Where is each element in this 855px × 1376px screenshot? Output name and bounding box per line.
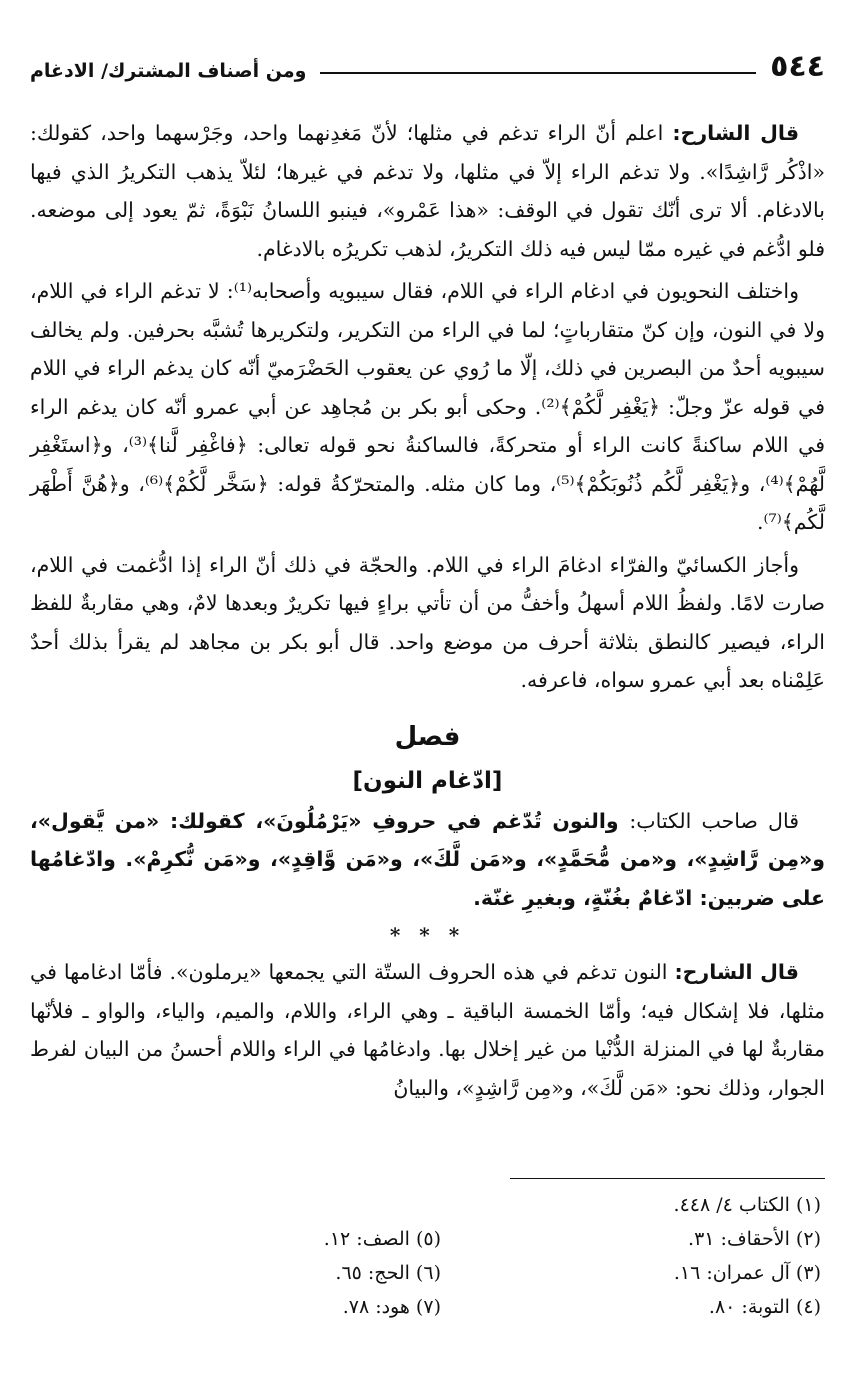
matn-lead: قال صاحب الكتاب: <box>629 808 799 833</box>
footnote-5: (٥) الصف: ١٢. <box>323 1228 441 1250</box>
section-title: فصل <box>394 721 461 752</box>
paragraph-text: اعلم أنّ الراء تدغم في مثلها؛ لأنّ مَغدِنهما واحد، وجَرْسهما واحد، كقولك: «اذْكُر رَّاشِدًا». ولا تدغم الراء إلاّ في مثلها، ولا تدغم في غيرها؛ لئلاّ يذهب التكريرُ الذي فيها بالادغام. ألا ترى أنّك تقول في الوقف: «هذا عَمْرو»، فينبو اللسانُ نَبْوَةً، ثمّ يعود إلى موضعه. فلو ادُّغم في غيره ممّا ليس فيه ذلك التكريرُ، لذهب تكريرُه بالادغام. <box>30 121 825 261</box>
matn-text: والنون تُدّغم في حروفِ «يَرْمُلُونَ»، كقولك: «من يَّقول»، و«مِن رَّاشِدٍ»، و«من مُّحَمَّدٍ»، و«مَن لَّكَ»، و«مَن وَّاقِدٍ»، و«مَن نُّكرِمْ». وادّغامُها على ضربين: ادّغامٌ بغُنّةٍ، وبغيرِ غنّة. <box>30 808 825 910</box>
section-subtitle: [ادّغام النون] <box>352 767 503 794</box>
paragraph-text: النون تدغم في هذه الحروف الستّة التي يجمعها «يرملون». فأمّا ادغامها في مثلها، فلا إشكال فيه؛ وأمّا الخمسة الباقية ـ وهي الراء، واللام، والميم، والياء، والواو ـ فلأنّها مقاربةٌ لها في المنزلة الدُّنْيا من غير إخلال بها. وادغامُها في الراء واللام أحسنُ من البيان لفرط الجوار، وذلك نحو: «مَن لَّكَ»، و«مِن رَّاشِدٍ»، والبيانُ <box>30 960 825 1100</box>
footnote-4: (٤) التوبة: ٨٠. <box>708 1296 821 1318</box>
section-separator: * * * <box>389 923 466 947</box>
running-title: ومن أصناف المشترك/ الادغام <box>30 60 307 82</box>
page-number: ٥٤٤ <box>770 49 825 84</box>
paragraph-commentary-1 <box>30 114 825 268</box>
paragraph-lead: قال الشارح: <box>674 960 799 984</box>
footnote-column-2 <box>81 1188 441 1324</box>
paragraph-matn <box>30 802 825 918</box>
footnote-3: (٣) آل عمران: ١٦. <box>673 1262 821 1284</box>
footnote-2: (٢) الأحقاف: ٣١. <box>688 1228 821 1250</box>
paragraph-kisai <box>30 546 825 700</box>
footnote-rule <box>510 1178 825 1179</box>
footnote-column-1 <box>461 1188 821 1324</box>
footnotes <box>31 1188 821 1324</box>
paragraph-text: واختلف النحويون في ادغام الراء في اللام، فقال سيبويه وأصحابه⁽¹⁾: لا تدغم الراء في اللام، ولا في النون، وإن كنّ متقارباتٍ؛ لما في الراء من التكرير، ولتكريرها تُشبَّه بحرفين. ولم يخالف سيبويه أحدٌ من البصرين في ذلك، إلّا ما رُوي عن يعقوب الحَضْرَميّ أنّه كان يدغم الراء في اللام في قوله عزّ وجلّ: ﴿يَغْفِر لَّكُمْ﴾⁽²⁾. وحكى أبو بكر بن مُجاهِد عن أبي عمرو أنّه كان يدغم الراء في اللام ساكنةً كانت الراء أو متحركةً، فالساكنةُ نحو قوله تعالى: ﴿فاغْفِر لَّنا﴾⁽³⁾، و﴿استَغْفِر لَّهُمْ﴾⁽⁴⁾، و﴿يَغْفِر لَّكُم ذُنُوبَكُمْ﴾⁽⁵⁾، وما كان مثله. والمتحرّكةُ قوله: ﴿سَخَّر لَّكُمْ﴾⁽⁶⁾، و﴿هُنَّ أَطْهَر لَّكُم﴾⁽⁷⁾. <box>30 279 825 534</box>
page-header <box>30 40 825 84</box>
book-page <box>30 40 825 1318</box>
header-rule <box>320 72 756 74</box>
footnote-7: (٧) هود: ٧٨. <box>342 1296 441 1318</box>
footnote-6: (٦) الحج: ٦٥. <box>335 1262 441 1284</box>
paragraph-commentary-2 <box>30 953 825 1107</box>
paragraph-lead: قال الشارح: <box>672 121 799 145</box>
paragraph-text: وأجاز الكسائيّ والفرّاء ادغامَ الراء في اللام. والحجّة في ذلك أنّ الراء إذا ادُّغمت في اللام، صارت لامًا. ولفظُ اللام أسهلُ وأخفُّ من أن تأتي براءٍ فيها تكريرٌ وبعدها لامٌ، وهي مقاربةٌ للفظ الراء، فيصير كالنطق بثلاثة أحرف من موضع واحد. قال أبو بكر بن مجاهد لم يقرأ بذلك أحدٌ عَلِمْناه بعد أبي عمرو سواه، فاعرفه. <box>30 552 825 692</box>
paragraph-grammarians <box>30 272 825 542</box>
footnote-1: (١) الكتاب ٤/ ٤٤٨. <box>673 1194 821 1216</box>
main-text <box>30 114 825 1107</box>
